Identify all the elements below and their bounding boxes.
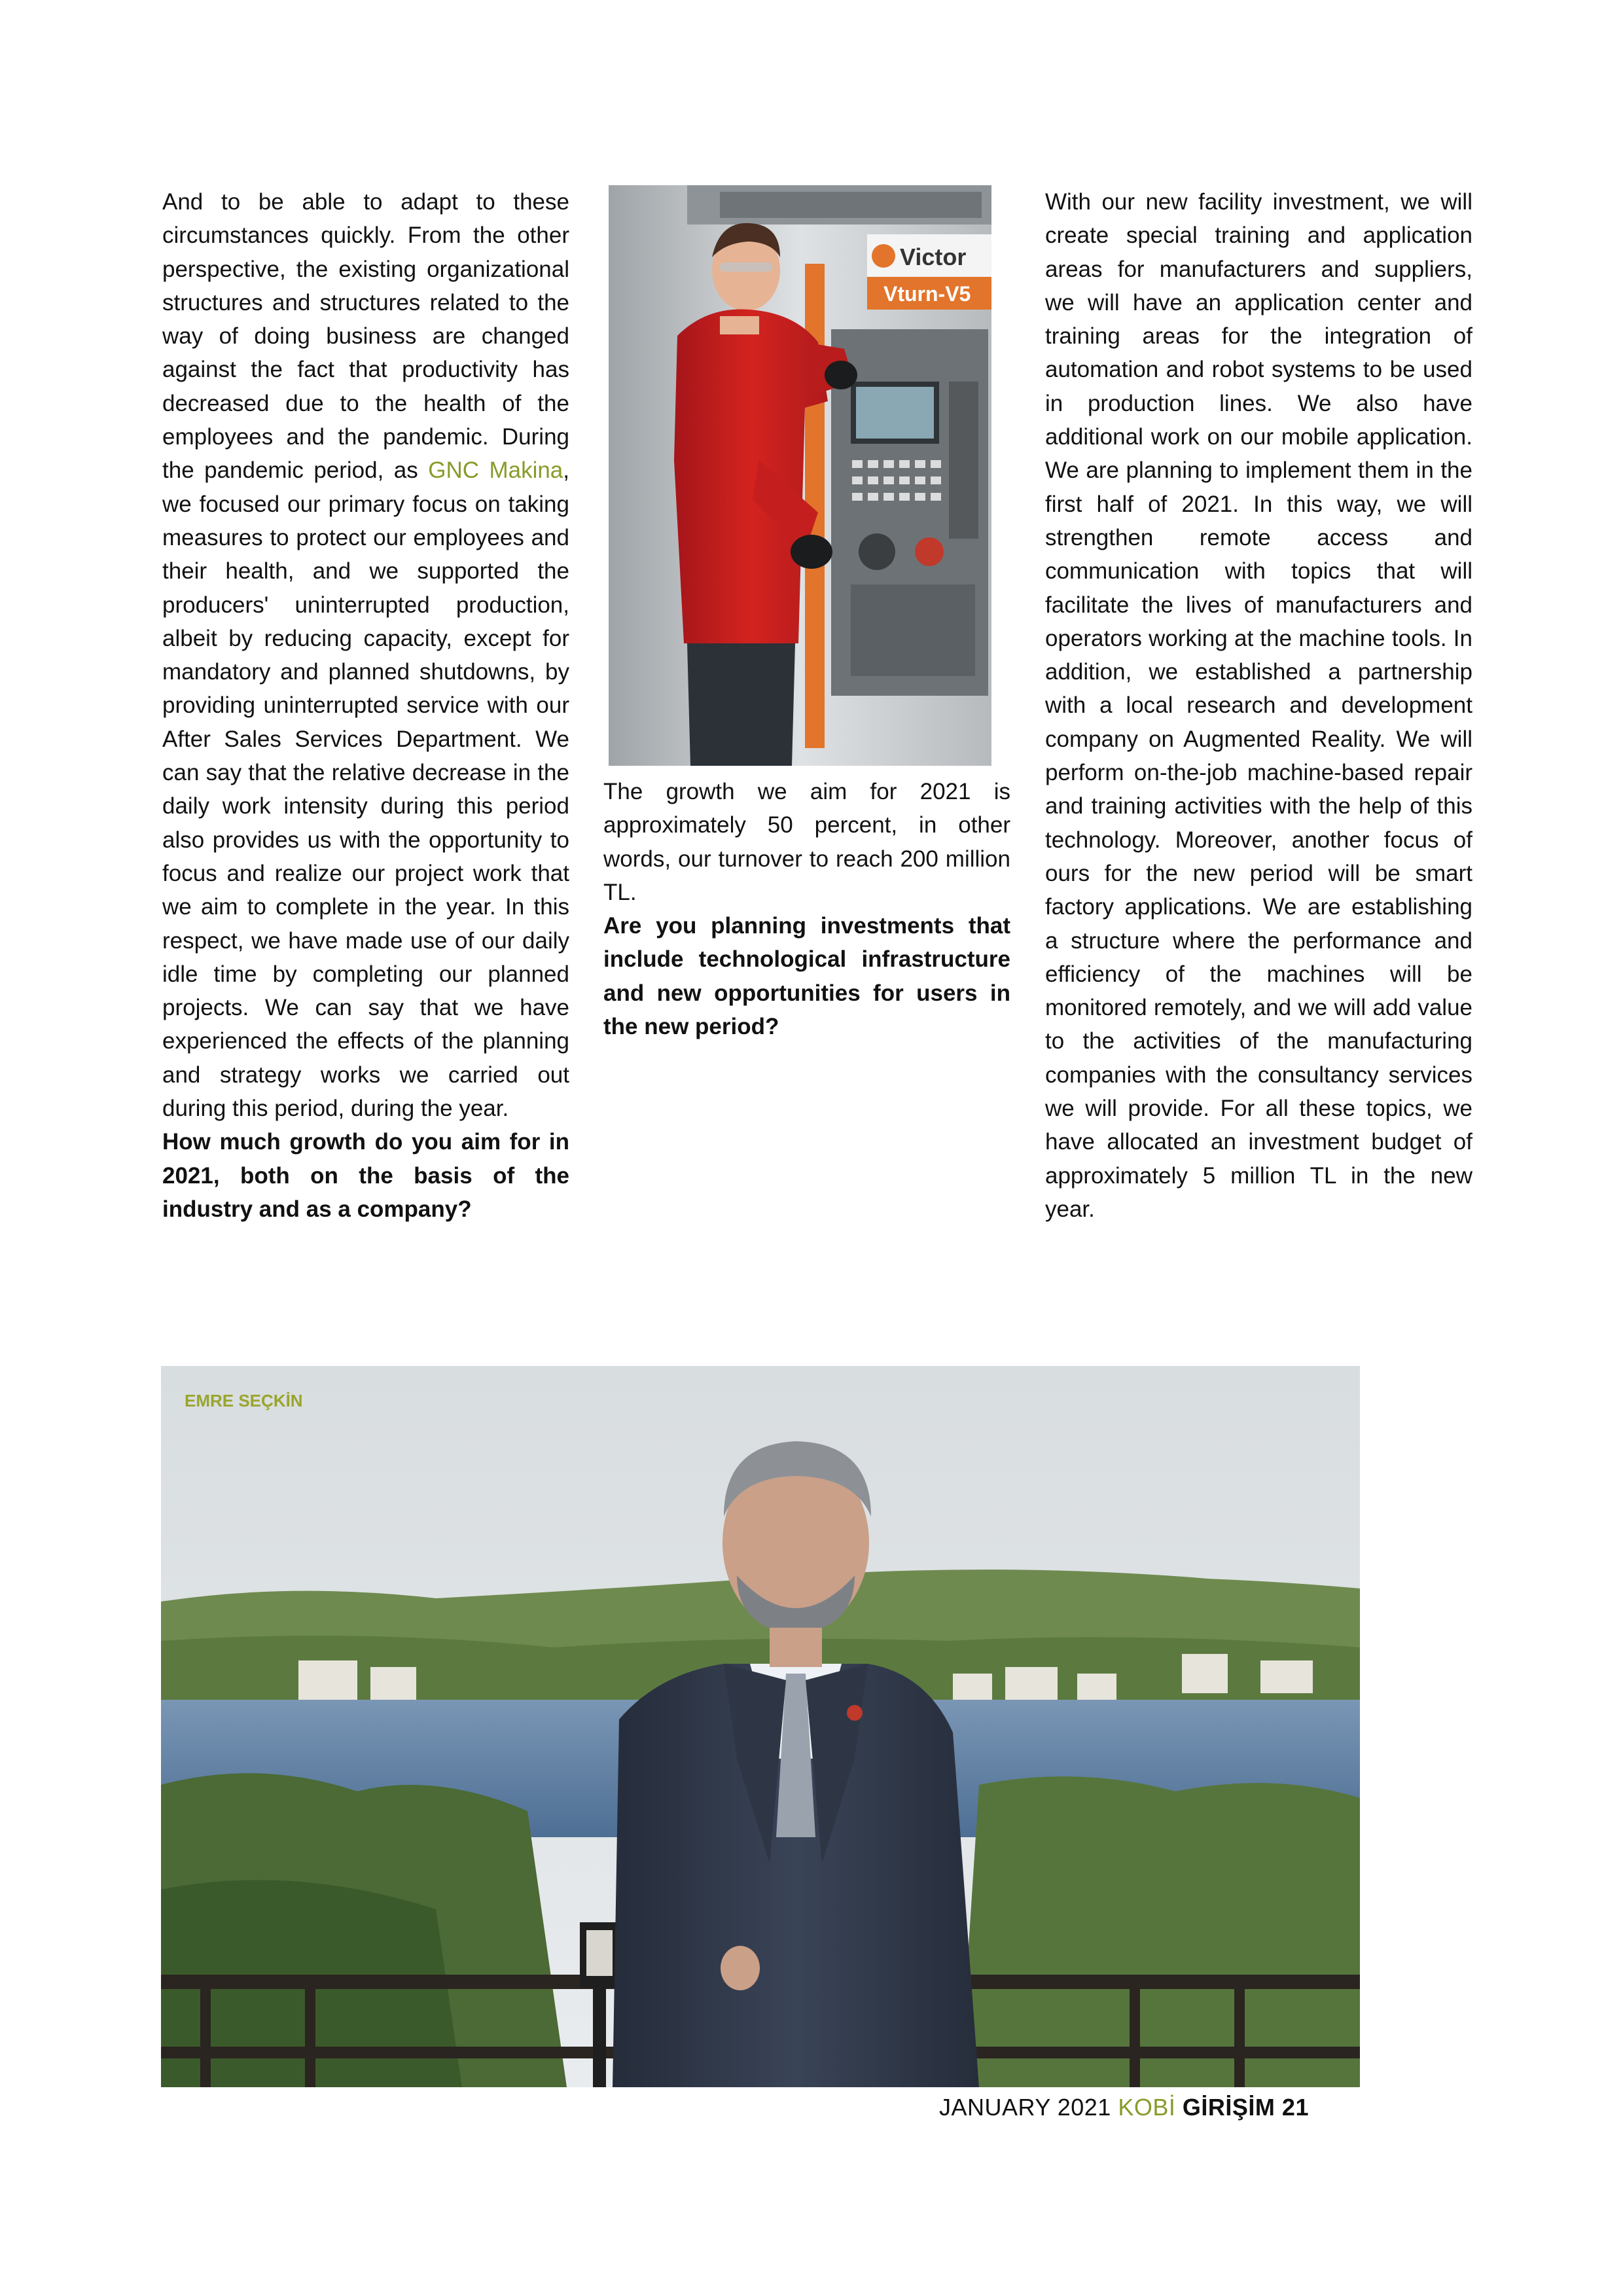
magazine-name: KOBİ: [1118, 2094, 1176, 2121]
magazine-brand: GİRİŞİM: [1182, 2094, 1275, 2121]
investments-answer: With our new facility investment, we will create special training and application areas for manufacturers and suppliers, we will have an application center and training areas for the integration of automation and robot systems to be used in production lines. We also have additional work on our mobile application. We are planning to implement them in the first half of 2021. In this way, we will strengthen remote access and communication with topics that will facilitate the lives of manufacturers and operators working at the machine tools. In addition, we established a partnership with a local research and development company on Augmented Reality. We will perform on-the-job machine-based repair and training activities with the help of this technology. Moreover, another focus of ours for the new period will be smart factory applications. We are establishing a structure where the performance and efficiency of the machines will be monitored remotely, and we will add value to the activities of the manufacturing companies with the consultancy services we will provide. For all these topics, we have allocated an investment budget of approximately 5 million TL in the new year.: [1045, 189, 1472, 1222]
company-name: GNC Makina: [428, 457, 563, 484]
middle-column: [603, 185, 1010, 1043]
portrait-illustration: [161, 1366, 1360, 2087]
left-paragraph-part-2: , we focused our primary focus on taking measures to protect our employees and their health, and we supported the producers' uninterrupted production, albeit by reducing capacity, except for mandatory and planned shutdowns, by providing uninterrupted service with our After Sales Services Department. We can say that the relative decrease in the daily work intensity during this period also provides us with the opportunity to focus and realize our project work that we aim to complete in the year. In this respect, we have made use of our daily idle time by completing our planned projects. We can say that we have experienced the effects of the planning and strategy works we carried out during this period, during the year.: [162, 457, 570, 1122]
left-paragraph: [162, 185, 569, 1125]
machine-model-label: Vturn-V5: [883, 282, 971, 306]
portrait-photo: [161, 1366, 1360, 2087]
page-number: 21: [1281, 2094, 1309, 2121]
growth-answer: The growth we aim for 2021 is approximately 50 percent, in other words, our turnover to reach 200 million TL.: [603, 779, 1010, 905]
interview-question-investments: Are you planning investments that include technological infrastructure and new opportunities for users in the new period?: [603, 913, 1010, 1040]
machine-operator-illustration: [609, 185, 991, 766]
interview-question-growth: How much growth do you aim for in 2021, both on the basis of the industry and as a company?: [162, 1129, 569, 1222]
issue-date: JANUARY 2021: [939, 2094, 1111, 2121]
portrait-caption: EMRE SEÇKİN: [185, 1391, 303, 1410]
page-footer: [939, 2094, 1309, 2121]
right-column: [1045, 185, 1472, 1226]
left-column: [162, 185, 569, 1226]
machine-operator-photo: [609, 185, 991, 766]
left-paragraph-part-1: And to be able to adapt to these circumstances quickly. From the other perspective, the existing organizational structures and structures related to the way of doing business are changed against the fact that productivity has decreased due to the health of the employees and the pandemic. During the pandemic period, as: [162, 189, 569, 484]
machine-brand-label: Victor: [900, 243, 967, 270]
